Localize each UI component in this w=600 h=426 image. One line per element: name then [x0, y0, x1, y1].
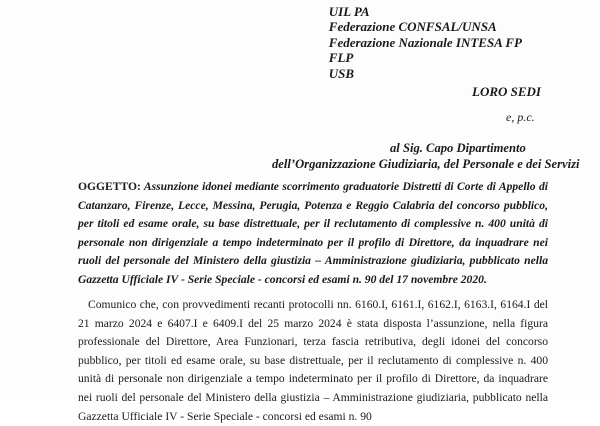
recipients-list — [329, 4, 522, 81]
addressee-block — [200, 140, 580, 172]
body-text: Comunico che, con provvedimenti recanti protocolli nn. 6160.I, 6161.I, 6162.I, 6163.I, 6164.I del 21 marzo 2024 e 6407.I e 6409.I del 25 marzo 2024 è stata disposta l’assunzione, nella figura professionale del Direttore, Area Funzionari, terza fascia retributiva, degli idonei del concorso pubblico, per titoli ed esame orale, su base distrettuale, per il reclutamento di complessive n. 400 unità di personale non dirigenziale a tempo indeterminato per il profilo di Direttore, da inquadrare nei ruoli del personale del Ministero della giustizia – Amministrazione giudiziaria, pubblicato nella Gazzetta Ufficiale IV - Serie Speciale - concorsi ed esami n. 90 — [78, 298, 548, 423]
subject-text: Assunzione idonei mediante scorrimento graduatorie Distretti di Corte di Appello di Catanzaro, Firenze, Lecce, Messina, Perugia, Potenza e Reggio Calabria del concorso pubblico, per titoli ed esame orale, su base distrettuale, per il reclutamento di complessive n. 400 unità di personale non dirigenziale a tempo indeterminato per il profilo di Direttore, da inquadrare nei ruoli del personale del Ministero della giustizia – Amministrazione giudiziaria, pubblicato nella Gazzetta Ufficiale IV - Serie Speciale - concorsi ed esami n. 90 del 17 novembre 2020. — [78, 180, 548, 286]
recipient-line: Federazione Nazionale INTESA FP — [328, 34, 522, 50]
recipient-line: UIL PA — [328, 4, 370, 19]
ep-label: e, p.c. — [506, 110, 535, 124]
subject-paragraph — [78, 178, 548, 290]
addressee-line-1: al Sig. Capo Dipartimento — [390, 141, 526, 155]
recipient-line: Federazione CONFSAL/UNSA — [328, 19, 497, 35]
subject-label: OGGETTO: — [78, 180, 141, 193]
recipient-line: USB — [328, 65, 355, 81]
loro-sedi: LORO SEDI — [472, 84, 541, 99]
body-paragraph — [78, 296, 548, 426]
addressee-line-2: dell’Organizzazione Giudiziaria, del Personale e dei Servizi — [272, 157, 580, 171]
recipient-line: FLP — [328, 50, 354, 66]
